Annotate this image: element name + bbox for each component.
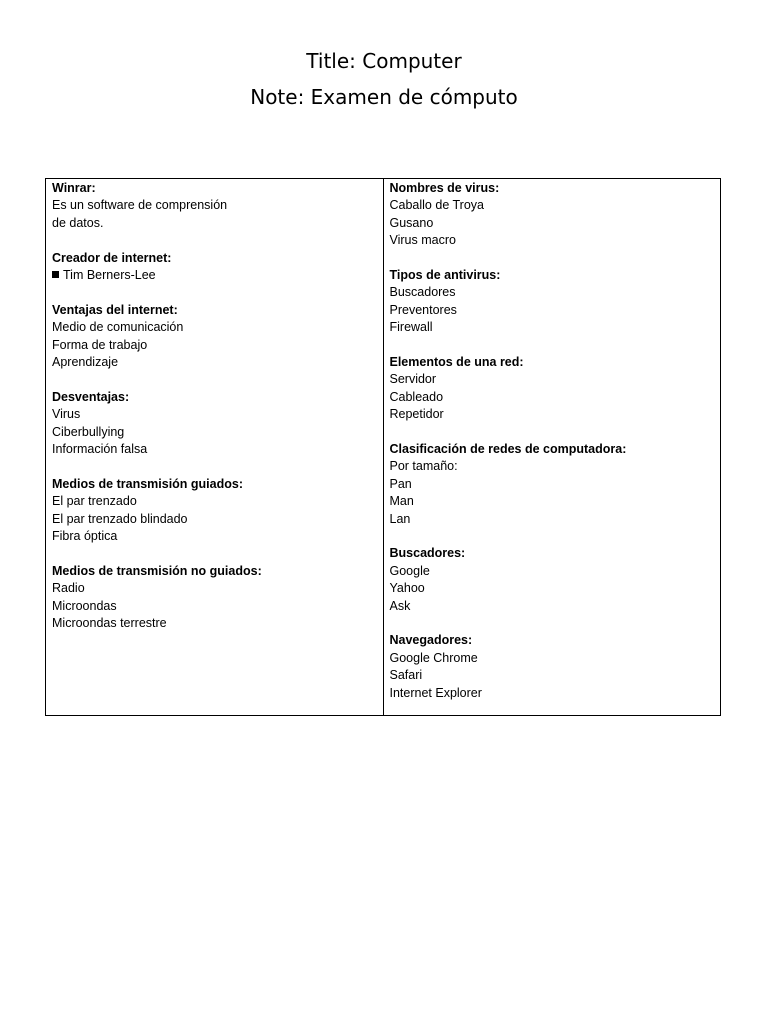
section: [52, 180, 377, 232]
section: [52, 250, 377, 285]
section-line-text: Cableado: [389, 389, 444, 404]
section: [52, 302, 377, 372]
section-line-text: Servidor: [389, 372, 437, 387]
section: [390, 267, 715, 337]
section-line: [52, 319, 377, 336]
section-line: [390, 215, 715, 232]
section-line-text: Internet Explorer: [389, 685, 482, 700]
section-line: [52, 511, 377, 528]
section-line-text: de datos.: [52, 215, 104, 230]
section-line: [390, 667, 715, 684]
section-line-text: Safari: [389, 668, 423, 683]
section-line-text: Buscadores: [389, 285, 456, 300]
square-bullet-icon: [52, 271, 59, 278]
section-line: [390, 563, 715, 580]
section-title: Nombres de virus:: [389, 181, 500, 195]
section-line-text: Gusano: [389, 215, 434, 230]
section-line: [390, 284, 715, 301]
section-title: Clasificación de redes de computadora:: [389, 442, 627, 457]
section-title: Elementos de una red:: [389, 355, 524, 370]
section-line: [52, 215, 377, 232]
section-line: [390, 650, 715, 667]
section-line-text: Radio: [52, 581, 85, 596]
section: [52, 563, 377, 633]
section-line: [52, 598, 377, 615]
section-title: Medios de transmisión no guiados:: [52, 563, 262, 578]
section-line-text: Google Chrome: [389, 650, 478, 665]
section-line: [390, 458, 715, 475]
section-line-text: Microondas terrestre: [52, 616, 167, 631]
section-line: [52, 354, 377, 371]
section-title: Buscadores:: [389, 546, 466, 561]
section-line-text: Yahoo: [389, 581, 425, 596]
section-line: [52, 337, 377, 354]
notes-table: [45, 178, 721, 716]
section-line-text: Google: [389, 563, 430, 578]
section-line-text: Forma de trabajo: [52, 337, 148, 352]
section-line: [390, 476, 715, 493]
section-line-text: Preventores: [389, 302, 457, 317]
section-line: [390, 511, 715, 528]
section-line: [52, 528, 377, 545]
document-title: Title: Computer: [306, 49, 462, 73]
section-line-text: Por tamaño:: [389, 459, 458, 474]
section: [390, 545, 715, 615]
section-line-text: Caballo de Troya: [389, 198, 485, 213]
section-title: Tipos de antivirus:: [389, 268, 501, 283]
section-line: [390, 389, 715, 406]
section-line-text: El par trenzado blindado: [52, 511, 188, 526]
section-line-text: Repetidor: [389, 407, 444, 422]
section-line-text: Virus macro: [389, 233, 456, 248]
section-line-text: Firewall: [389, 320, 433, 335]
section-line: [52, 580, 377, 597]
section-line: [390, 598, 715, 615]
section-line-text: Es un software de comprensión: [52, 198, 228, 213]
section-line-text: Ask: [389, 598, 411, 613]
section-line-text: Microondas: [52, 598, 117, 613]
section-line-text: Tim Berners-Lee: [63, 268, 156, 283]
section-line: [52, 615, 377, 632]
section-line: [52, 424, 377, 441]
section-line-text: Fibra óptica: [52, 529, 118, 544]
section-line: [52, 493, 377, 510]
section-line: [390, 493, 715, 510]
section-title: Winrar:: [52, 181, 96, 195]
section-line: [390, 197, 715, 214]
section-line-text: Ciberbullying: [52, 424, 125, 439]
section-line: [390, 371, 715, 388]
section-line-text: Información falsa: [52, 442, 148, 457]
section-line: [390, 232, 715, 249]
section-line: [52, 267, 377, 284]
section-line-text: Aprendizaje: [52, 355, 119, 370]
section-line-text: Pan: [389, 476, 412, 491]
section-line: [390, 319, 715, 336]
left-column: [46, 179, 384, 715]
section-title: Medios de transmisión guiados:: [52, 476, 243, 491]
section: [52, 389, 377, 459]
section-title: Desventajas:: [52, 389, 130, 404]
section-line: [390, 406, 715, 423]
section: [390, 354, 715, 424]
right-column: [384, 179, 721, 715]
section-title: Navegadores:: [389, 633, 473, 648]
section-line: [390, 580, 715, 597]
section-line-text: El par trenzado: [52, 494, 137, 509]
section-line: [52, 441, 377, 458]
section-title: Creador de internet:: [52, 250, 172, 265]
section-line-text: Medio de comunicación: [52, 320, 184, 335]
section: [390, 632, 715, 702]
section-line-text: Man: [389, 494, 414, 509]
section: [390, 180, 715, 250]
section-line: [390, 685, 715, 702]
document-header: [0, 43, 768, 115]
section-line-text: Lan: [389, 511, 411, 526]
section-line: [390, 302, 715, 319]
section-title: Ventajas del internet:: [52, 302, 178, 317]
section-line: [52, 197, 377, 214]
section-line-text: Virus: [52, 407, 81, 422]
section: [390, 441, 715, 528]
document-note: Note: Examen de cómputo: [250, 85, 518, 109]
section-line: [52, 406, 377, 423]
section: [52, 476, 377, 546]
